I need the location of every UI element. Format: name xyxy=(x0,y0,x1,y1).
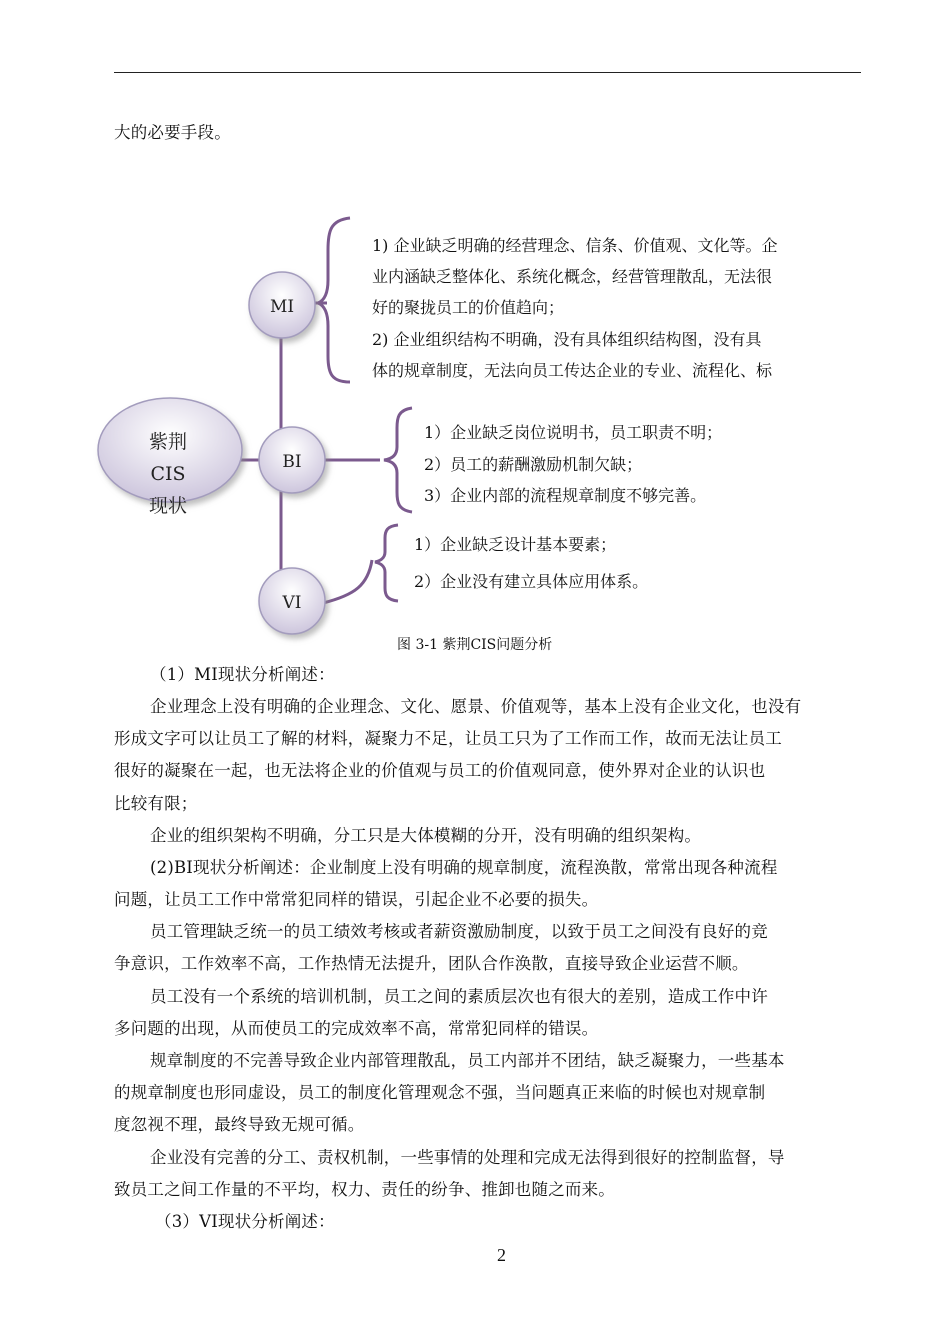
vi-connector xyxy=(323,560,372,603)
vi-label: VI xyxy=(282,593,302,613)
root-label-line2: CIS xyxy=(150,463,186,485)
body-line: 致员工之间工作量的不平均，权力、责任的纷争、推卸也随之而来。 xyxy=(114,1180,615,1199)
body-line: 的规章制度也形同虚设，员工的制度化管理观念不强，当问题真正来临的时候也对规章制 xyxy=(114,1083,766,1102)
vi-brace xyxy=(375,525,398,601)
mi-text-line: 好的聚拢员工的价值趋向； xyxy=(372,298,565,317)
mi-text-line: 体的规章制度，无法向员工传达企业的专业、流程化、标 xyxy=(372,361,773,380)
vi-text-line: 1）企业缺乏设计基本要素； xyxy=(414,535,617,554)
page-number: 2 xyxy=(497,1245,506,1265)
body-line: 争意识，工作效率不高，工作热情无法提升，团队合作涣散，直接导致企业运营不顺。 xyxy=(114,954,749,973)
vi-text-line: 2）企业没有建立具体应用体系。 xyxy=(414,572,649,591)
body-line: 企业没有完善的分工、责权机制，一些事情的处理和完成无法得到很好的控制监督，导 xyxy=(150,1148,785,1167)
bi-label: BI xyxy=(282,452,302,472)
body-line: 多问题的出现，从而使员工的完成效率不高，常常犯同样的错误。 xyxy=(114,1019,599,1038)
body-line: 企业的组织架构不明确，分工只是大体模糊的分开，没有明确的组织架构。 xyxy=(150,826,702,845)
mi-brace xyxy=(318,218,350,382)
bi-text-line: 3）企业内部的流程规章制度不够完善。 xyxy=(424,486,707,505)
section-heading: （3）VI现状分析阐述： xyxy=(155,1212,335,1231)
mi-text-line: 1) 企业缺乏明确的经营理念、信条、价值观、文化等。企 xyxy=(372,236,778,255)
mi-text-line: 2) 企业组织结构不明确，没有具体组织结构图，没有具 xyxy=(372,330,762,349)
bi-text-line: 1）企业缺乏岗位说明书，员工职责不明； xyxy=(424,423,723,442)
mi-label: MI xyxy=(269,297,295,317)
body-line: 很好的凝聚在一起，也无法将企业的价值观与员工的价值观同意，使外界对企业的认识也 xyxy=(114,761,766,780)
body-line: 员工没有一个系统的培训机制，员工之间的素质层次也有很大的差别，造成工作中许 xyxy=(150,987,768,1006)
root-label-line1: 紫荆 xyxy=(148,431,188,453)
bi-brace xyxy=(384,408,412,512)
section-heading: （1）MI现状分析阐述： xyxy=(150,665,335,684)
bi-text-line: 2）员工的薪酬激励机制欠缺； xyxy=(424,455,643,474)
body-line: 规章制度的不完善导致企业内部管理散乱，员工内部并不团结，缺乏凝聚力，一些基本 xyxy=(150,1051,785,1070)
figure-caption: 图 3-1 紫荆CIS问题分析 xyxy=(397,637,553,653)
body-line: 企业理念上没有明确的企业理念、文化、愿景、价值观等，基本上没有企业文化，也没有 xyxy=(150,697,802,716)
root-label-line3: 现状 xyxy=(148,495,188,517)
body-line: 度忽视不理，最终导致无规可循。 xyxy=(114,1115,365,1134)
body-line: 问题，让员工工作中常常犯同样的错误，引起企业不必要的损失。 xyxy=(114,890,599,909)
body-line: (2)BI现状分析阐述：企业制度上没有明确的规章制度，流程涣散，常常出现各种流程 xyxy=(150,858,778,877)
continued-text: 大的必要手段。 xyxy=(114,123,231,142)
mi-text-line: 业内涵缺乏整体化、系统化概念，经营管理散乱，无法很 xyxy=(372,267,773,286)
body-line: 比较有限； xyxy=(114,794,198,813)
body-line: 员工管理缺乏统一的员工绩效考核或者薪资激励制度，以致于员工之间没有良好的竞 xyxy=(150,922,768,941)
body-line: 形成文字可以让员工了解的材料，凝聚力不足，让员工只为了工作而工作，故而无法让员工 xyxy=(114,729,782,748)
